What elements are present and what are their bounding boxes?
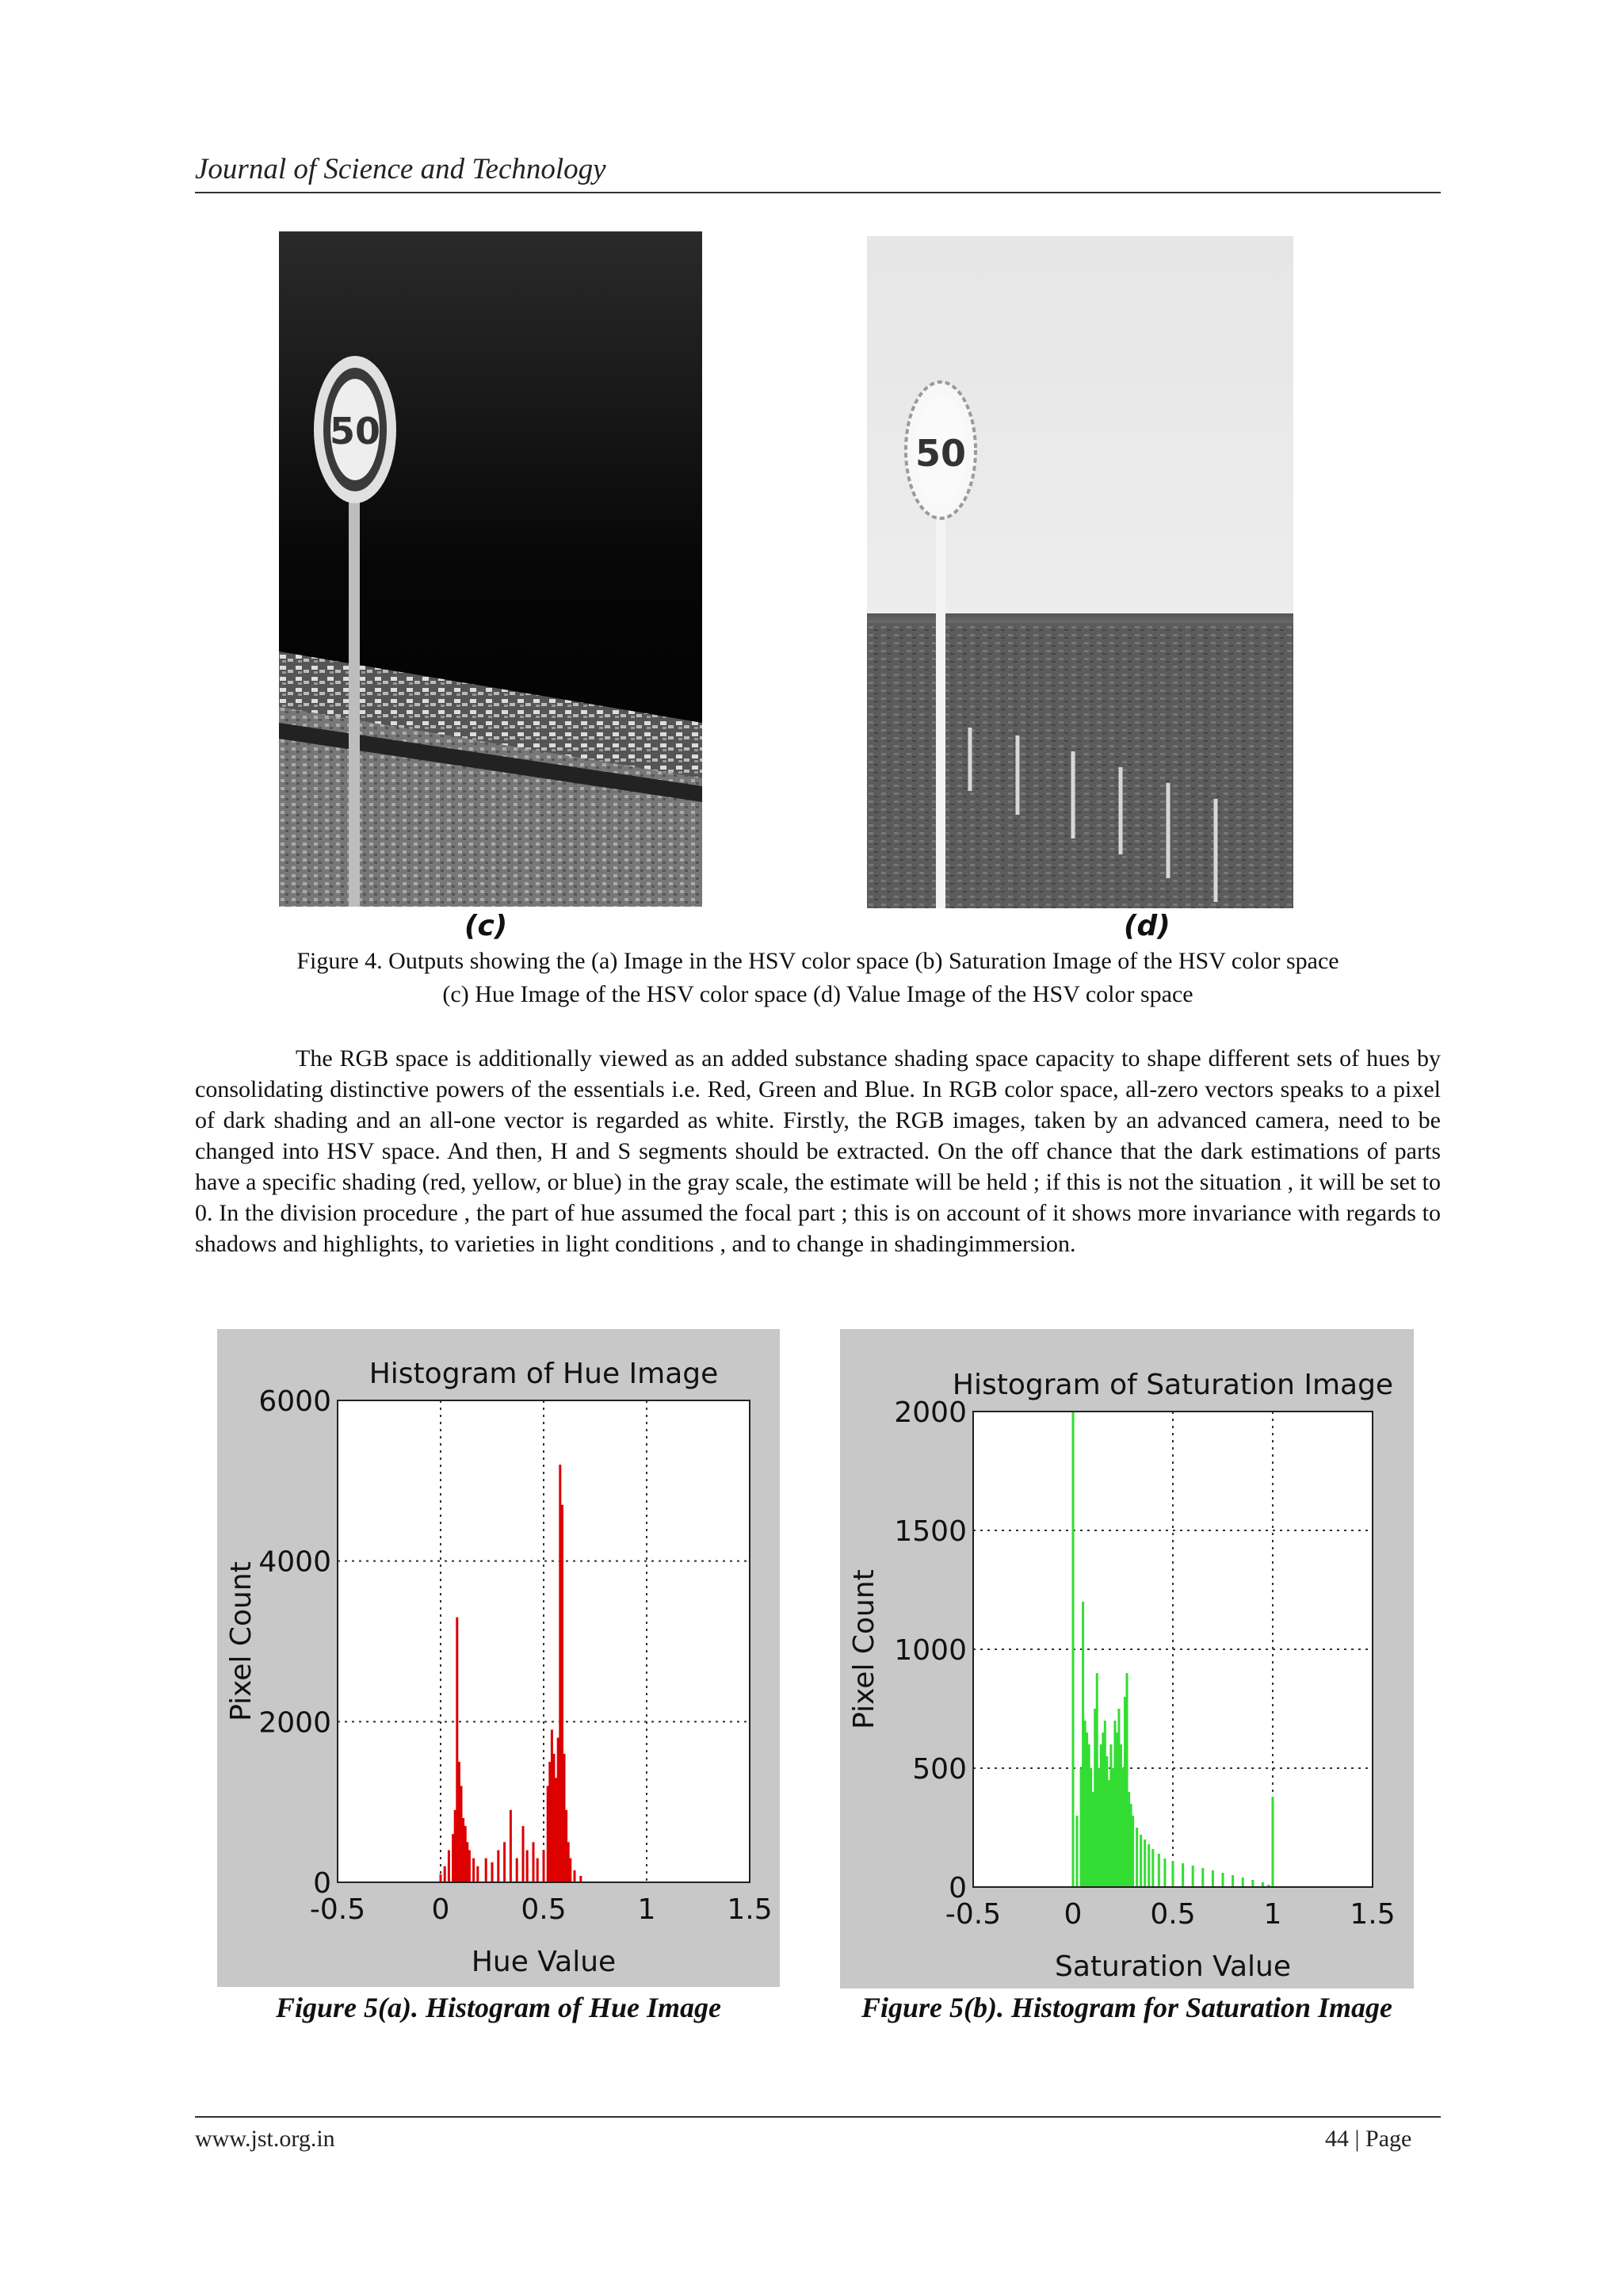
chart0-ytick-label: 6000 <box>258 1385 331 1418</box>
chart0-xtick-label: 1.5 <box>727 1893 773 1926</box>
chart1-xtick-label: -0.5 <box>945 1898 1002 1931</box>
chart0-bar <box>460 1786 463 1882</box>
chart0-xtick-label: -0.5 <box>309 1893 366 1926</box>
chart1-ytick-label: 2000 <box>894 1396 967 1429</box>
chart1-xlabel: Saturation Value <box>1055 1950 1291 1983</box>
chart1-bar <box>1232 1875 1234 1887</box>
sign-number-d: 50 <box>915 432 967 475</box>
chart0-bar <box>466 1842 468 1882</box>
chart0-bar <box>567 1842 570 1882</box>
chart1-ylabel: Pixel Count <box>848 1569 880 1729</box>
chart1-bar <box>1136 1828 1138 1887</box>
chart0-bar <box>444 1866 446 1882</box>
footer-rule <box>195 2116 1441 2118</box>
chart0-xtick-label: 0.5 <box>521 1893 567 1926</box>
chart1-ytick-label: 0 <box>949 1872 967 1904</box>
chart1-bar <box>1076 1816 1079 1887</box>
chart0-bar <box>464 1826 467 1882</box>
chart0-bar <box>456 1618 458 1882</box>
chart0-ytick-label: 0 <box>313 1867 331 1900</box>
hue-histogram-chart <box>217 1329 780 1987</box>
chart1-ytick-label: 1000 <box>894 1634 967 1667</box>
chart0-bar <box>574 1870 576 1882</box>
chart1-bar <box>1212 1870 1214 1887</box>
chart0-bar <box>510 1810 512 1882</box>
chart1-bar <box>1151 1849 1154 1887</box>
chart0-bar <box>516 1859 518 1882</box>
chart0-bar <box>559 1465 561 1882</box>
chart1-title: Histogram of Saturation Image <box>952 1369 1394 1401</box>
figure5a-caption: Figure 5(a). Histogram of Hue Image <box>275 1992 721 2023</box>
chart1-xtick-label: 1.5 <box>1350 1898 1396 1931</box>
chart0-ylabel: Pixel Count <box>225 1561 258 1721</box>
chart1-bar <box>1163 1859 1166 1887</box>
chart1-bar <box>1144 1839 1146 1887</box>
value-image-photo <box>867 236 1293 908</box>
chart0-bar <box>533 1842 535 1882</box>
chart0-bar <box>569 1859 571 1882</box>
chart1-bar <box>1158 1854 1160 1887</box>
saturation-histogram <box>840 1329 1414 1988</box>
body-paragraph-text: The RGB space is additionally viewed as an added substance shading space capacity to shape different sets of hues by consolidating distinctive powers of the essentials i.e. Red, Green and Blue. In RGB color space, all-zero vectors speaks to a pixel of dark shading and an all-one vector is regarded as white. Firstly, the RGB images, taken by an advanced camera, need to be changed into HSV space. And then, H and S segments should be extracted. On the off chance that the dark estimations of parts have a specific shading (red, yellow, or blue) in the gray scale, the estimate will be held ; if this is not the situation , it will be set to 0. In the division procedure , the part of hue assumed the focal part ; this is on account of it shows more invariance with regards to shadows and highlights, to varieties in light conditions , and to change in shadingimmersion. <box>195 1045 1441 1257</box>
chart0-bar <box>462 1818 464 1882</box>
chart0-bar <box>526 1850 529 1882</box>
chart0-bar <box>565 1810 567 1882</box>
chart1-xtick-label: 0.5 <box>1150 1898 1196 1931</box>
chart0-bar <box>448 1850 450 1882</box>
hue-histogram <box>217 1329 780 1987</box>
chart0-bar <box>458 1762 460 1882</box>
chart1-ytick-label: 500 <box>912 1753 967 1786</box>
chart1-bar <box>1148 1844 1150 1887</box>
body-paragraph <box>195 1043 1441 1259</box>
chart0-bar <box>579 1876 582 1882</box>
chart1-bar <box>1132 1816 1134 1887</box>
chart0-bar <box>452 1834 454 1882</box>
chart0-ytick-label: 2000 <box>258 1706 331 1740</box>
header-rule <box>195 192 1441 193</box>
chart1-bar <box>1242 1878 1244 1887</box>
chart0-xtick-label: 1 <box>637 1893 656 1926</box>
chart0-bar <box>497 1850 499 1882</box>
chart0-bar <box>543 1850 545 1882</box>
chart0-bar <box>551 1729 553 1882</box>
chart0-bar <box>547 1786 549 1882</box>
journal-title: Journal of Science and Technology <box>195 153 606 185</box>
chart0-bar <box>557 1738 559 1882</box>
chart0-bar <box>561 1505 563 1882</box>
figure4-label-d: (d) <box>1124 910 1170 942</box>
chart0-xlabel: Hue Value <box>471 1946 617 1978</box>
chart0-ytick-label: 4000 <box>258 1545 331 1579</box>
chart0-bar <box>485 1859 487 1882</box>
chart1-bar <box>1201 1868 1204 1887</box>
figure5b-caption: Figure 5(b). Histogram for Saturation Image <box>861 1992 1393 2023</box>
footer-page-number: 44 | Page <box>1325 2126 1412 2152</box>
footer-url: www.jst.org.in <box>195 2126 335 2152</box>
chart1-bar <box>1192 1866 1194 1887</box>
chart1-bar <box>1272 1797 1274 1887</box>
figure4-caption-line2: (c) Hue Image of the HSV color space (d) Value Image of the HSV color space <box>442 981 1193 1007</box>
chart1-ytick-label: 1500 <box>894 1515 967 1548</box>
chart1-bar <box>1072 1412 1075 1887</box>
sign-number-c: 50 <box>329 410 381 453</box>
chart0-bar <box>563 1754 566 1882</box>
chart0-bar <box>548 1762 551 1882</box>
chart0-bar <box>468 1850 471 1882</box>
hue-image-photo <box>279 231 702 907</box>
chart0-bar <box>555 1778 557 1882</box>
chart1-xtick-label: 0 <box>1064 1898 1083 1931</box>
chart0-bar <box>476 1866 479 1882</box>
figure4-label-c: (c) <box>464 910 508 942</box>
chart0-bar <box>537 1859 539 1882</box>
saturation-histogram-chart <box>840 1329 1414 1988</box>
chart0-bar <box>440 1874 442 1882</box>
chart0-title: Histogram of Hue Image <box>369 1358 719 1390</box>
chart1-bar <box>1140 1835 1142 1887</box>
chart0-bar <box>503 1842 506 1882</box>
chart1-bar <box>1222 1873 1224 1887</box>
chart0-bar <box>522 1826 525 1882</box>
chart0-bar <box>454 1810 456 1882</box>
chart0-bar <box>553 1754 556 1882</box>
chart0-bar <box>472 1859 475 1882</box>
figure4-caption-line1: Figure 4. Outputs showing the (a) Image in the HSV color space (b) Saturation Image of the HSV color space <box>296 948 1339 974</box>
chart0-xtick-label: 0 <box>431 1893 450 1926</box>
chart1-bar <box>1182 1863 1184 1887</box>
chart1-bar <box>1251 1880 1254 1887</box>
chart0-bar <box>491 1862 494 1882</box>
chart1-xtick-label: 1 <box>1263 1898 1282 1931</box>
chart1-bar <box>1172 1861 1174 1887</box>
